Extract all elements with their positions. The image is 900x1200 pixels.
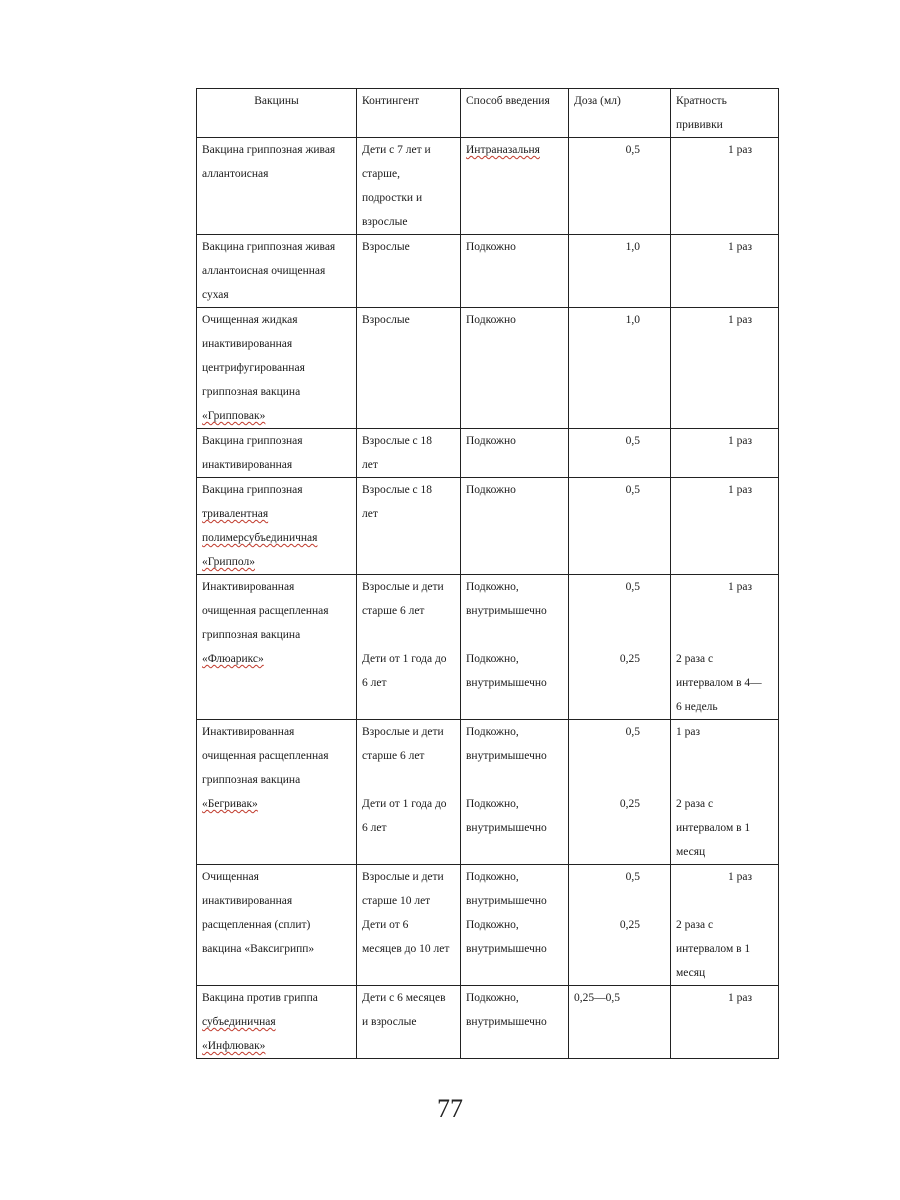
cell-frequency: 1 раз — [671, 429, 779, 478]
cell-text: Вакцина гриппозная — [202, 435, 303, 447]
cell-dose: 0,5 — [569, 429, 671, 478]
header-frequency-line-2: прививки — [676, 119, 723, 131]
cell-text: расщепленная (сплит) — [202, 919, 311, 931]
table-row — [197, 429, 779, 478]
cell-text: инактивированная — [202, 459, 293, 471]
cell-dose: 1,0 — [569, 308, 671, 429]
cell-gap — [676, 768, 773, 792]
header-frequency — [671, 89, 779, 138]
cell-vaccine — [197, 986, 357, 1059]
table-row — [197, 575, 779, 720]
cell-route: Подкожно — [461, 308, 569, 429]
cell-contingent — [357, 865, 461, 986]
cell-frequency — [671, 575, 779, 720]
cell-text: «Грипповак» — [202, 410, 266, 422]
cell-text: Дети с 7 лет и — [362, 144, 431, 156]
cell-text: гриппозная вакцина — [202, 386, 301, 398]
cell-text: инактивированная — [202, 895, 293, 907]
page-number: 77 — [437, 1094, 463, 1123]
table-row — [197, 865, 779, 986]
cell-vaccine — [197, 429, 357, 478]
cell-contingent — [357, 575, 461, 720]
cell-vaccine — [197, 575, 357, 720]
cell-frequency — [671, 720, 779, 865]
cell-contingent — [357, 720, 461, 865]
table-row — [197, 138, 779, 235]
cell-text: лет — [362, 508, 378, 520]
cell-text: Подкожно, — [466, 798, 519, 810]
header-route: Способ введения — [461, 89, 569, 138]
cell-gap — [676, 889, 773, 913]
cell-route: Подкожно — [461, 478, 569, 575]
cell-route: Подкожно — [461, 429, 569, 478]
cell-text: 0,25 — [619, 919, 640, 931]
cell-text: 2 раза с — [676, 798, 714, 810]
cell-text: 1 раз — [727, 871, 752, 883]
cell-text: лет — [362, 459, 378, 471]
cell-text: Взрослые с 18 — [362, 435, 433, 447]
cell-text: Дети с 6 месяцев — [362, 992, 446, 1004]
cell-text: «Флюарикс» — [202, 653, 264, 665]
table-row — [197, 720, 779, 865]
cell-text: внутримышечно — [466, 677, 547, 689]
cell-text: Очищенная — [202, 871, 259, 883]
cell-gap — [676, 744, 773, 768]
cell-gap — [574, 599, 640, 623]
cell-frequency: 1 раз — [671, 986, 779, 1059]
cell-text: Вакцина гриппозная живая — [202, 241, 336, 253]
cell-text: месяц — [676, 846, 706, 858]
cell-text: вакцина «Ваксигрипп» — [202, 943, 315, 955]
cell-text: «Гриппол» — [202, 556, 255, 568]
header-contingent: Контингент — [357, 89, 461, 138]
cell-contingent — [357, 429, 461, 478]
cell-text: интервалом в 1 — [676, 822, 751, 834]
cell-text: взрослые — [362, 216, 408, 228]
cell-text: Подкожно, — [466, 871, 519, 883]
cell-frequency: 1 раз — [671, 478, 779, 575]
cell-vaccine — [197, 720, 357, 865]
cell-frequency: 1 раз — [671, 138, 779, 235]
cell-text: интервалом в 4— — [676, 677, 762, 689]
cell-text: внутримышечно — [466, 605, 547, 617]
cell-text: гриппозная вакцина — [202, 774, 301, 786]
cell-text: старше 6 лет — [362, 750, 425, 762]
cell-text: 6 недель — [676, 701, 718, 713]
cell-contingent — [357, 986, 461, 1059]
cell-frequency — [671, 865, 779, 986]
cell-text: интервалом в 1 — [676, 943, 751, 955]
cell-text: Подкожно, — [466, 919, 519, 931]
cell-text: аллантоисная — [202, 168, 269, 180]
cell-text: полимерсубъединичная — [202, 532, 318, 544]
cell-route — [461, 138, 569, 235]
cell-text: «Инфлювак» — [202, 1040, 266, 1052]
cell-gap — [574, 768, 640, 792]
cell-text: 2 раза с — [676, 919, 714, 931]
cell-gap — [676, 599, 773, 623]
cell-vaccine — [197, 478, 357, 575]
cell-dose: 1,0 — [569, 235, 671, 308]
cell-text: Очищенная жидкая — [202, 314, 298, 326]
cell-gap — [574, 889, 640, 913]
cell-text: 0,5 — [625, 581, 640, 593]
cell-text: внутримышечно — [466, 822, 547, 834]
cell-gap — [466, 768, 563, 792]
cell-dose: 0,5 — [569, 138, 671, 235]
cell-text: Взрослые и дети — [362, 726, 444, 738]
cell-dose: 0,25—0,5 — [569, 986, 671, 1059]
cell-vaccine — [197, 235, 357, 308]
cell-text: 2 раза с — [676, 653, 714, 665]
cell-text: очищенная расщепленная — [202, 750, 329, 762]
cell-text: Взрослые и дети — [362, 581, 444, 593]
cell-text: 0,5 — [625, 726, 640, 738]
cell-text: старше, — [362, 168, 400, 180]
cell-dose — [569, 720, 671, 865]
cell-text: и взрослые — [362, 1016, 417, 1028]
cell-contingent: Взрослые — [357, 308, 461, 429]
cell-text: Подкожно, — [466, 726, 519, 738]
cell-text: 6 лет — [362, 677, 387, 689]
cell-vaccine — [197, 865, 357, 986]
cell-text: 0,25 — [619, 653, 640, 665]
table-row — [197, 478, 779, 575]
cell-text: Вакцина гриппозная живая — [202, 144, 336, 156]
cell-text: месяц — [676, 967, 706, 979]
cell-route — [461, 986, 569, 1059]
cell-text: Подкожно, — [466, 653, 519, 665]
cell-text: старше 6 лет — [362, 605, 425, 617]
cell-contingent — [357, 138, 461, 235]
cell-text: Дети от 6 — [362, 919, 409, 931]
cell-route: Подкожно — [461, 235, 569, 308]
table-row — [197, 986, 779, 1059]
cell-text: Взрослые с 18 — [362, 484, 433, 496]
cell-gap — [362, 768, 455, 792]
cell-contingent: Взрослые — [357, 235, 461, 308]
cell-text: подростки и — [362, 192, 423, 204]
cell-text: внутримышечно — [466, 750, 547, 762]
cell-text: Дети от 1 года до — [362, 653, 447, 665]
cell-text: сухая — [202, 289, 229, 301]
cell-contingent — [357, 478, 461, 575]
header-dose: Доза (мл) — [569, 89, 671, 138]
cell-gap — [676, 623, 773, 647]
table-row — [197, 235, 779, 308]
cell-dose — [569, 865, 671, 986]
cell-gap — [362, 623, 455, 647]
cell-text: Вакцина гриппозная — [202, 484, 303, 496]
cell-text: внутримышечно — [466, 943, 547, 955]
cell-vaccine — [197, 308, 357, 429]
cell-text: Взрослые и дети — [362, 871, 444, 883]
cell-text: тривалентная — [202, 508, 269, 520]
cell-dose — [569, 575, 671, 720]
cell-text: «Бегривак» — [202, 798, 258, 810]
cell-gap — [574, 623, 640, 647]
cell-gap — [574, 744, 640, 768]
vaccines-table — [196, 88, 779, 1059]
cell-text: 1 раз — [676, 726, 701, 738]
cell-vaccine — [197, 138, 357, 235]
cell-frequency: 1 раз — [671, 308, 779, 429]
cell-text: 1 раз — [727, 581, 752, 593]
cell-text: гриппозная вакцина — [202, 629, 301, 641]
cell-text: внутримышечно — [466, 1016, 547, 1028]
cell-text: Подкожно, — [466, 581, 519, 593]
cell-text: Инактивированная — [202, 726, 295, 738]
cell-frequency: 1 раз — [671, 235, 779, 308]
cell-text: аллантоисная очищенная — [202, 265, 326, 277]
cell-route — [461, 720, 569, 865]
cell-route — [461, 865, 569, 986]
cell-text: внутримышечно — [466, 895, 547, 907]
cell-text: месяцев до 10 лет — [362, 943, 450, 955]
cell-text: 0,25 — [619, 798, 640, 810]
cell-text: старше 10 лет — [362, 895, 431, 907]
cell-text: Вакцина против гриппа — [202, 992, 318, 1004]
header-frequency-line-1: Кратность — [676, 95, 727, 107]
cell-text: очищенная расщепленная — [202, 605, 329, 617]
cell-text: Дети от 1 года до — [362, 798, 447, 810]
cell-text: 0,5 — [625, 871, 640, 883]
cell-route — [461, 575, 569, 720]
header-vaccine: Вакцины — [197, 89, 357, 138]
cell-text: субъединичная — [202, 1016, 276, 1028]
cell-dose: 0,5 — [569, 478, 671, 575]
cell-text: Подкожно, — [466, 992, 519, 1004]
cell-text: 6 лет — [362, 822, 387, 834]
table-header-row — [197, 89, 779, 138]
cell-text: Инактивированная — [202, 581, 295, 593]
table-row — [197, 308, 779, 429]
cell-text: Интраназальня — [466, 144, 540, 156]
cell-text: центрифугированная — [202, 362, 305, 374]
cell-gap — [466, 623, 563, 647]
cell-text: инактивированная — [202, 338, 293, 350]
